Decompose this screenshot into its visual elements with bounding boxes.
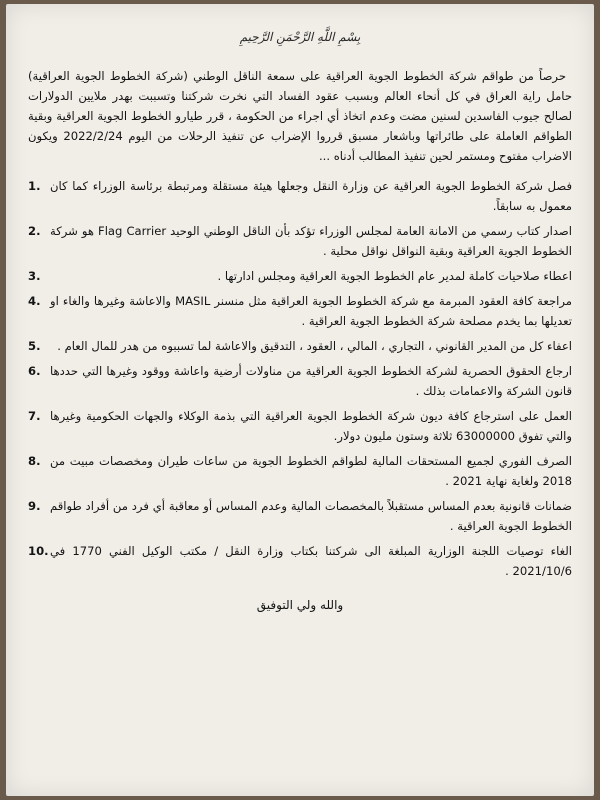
demand-item	[28, 336, 572, 356]
item-number: 10.	[28, 544, 49, 558]
item-number: 3.	[28, 269, 41, 283]
item-text: الغاء توصيات اللجنة الوزارية المبلغة الى شركتنا بكتاب وزارة النقل / مكتب الوكيل الفني 1770 في 2021/10/6 .	[50, 544, 572, 578]
item-text: ارجاع الحقوق الحصرية لشركة الخطوط الجوية العراقية من مناولات أرضية واعاشة ووقود وغيرها التي حددها قانون الشركة والاعمامات بذلك .	[50, 364, 572, 398]
closing-line: والله ولي التوفيق	[256, 598, 344, 612]
demands-list	[28, 176, 572, 581]
item-number: 2.	[28, 224, 41, 238]
item-text: اصدار كتاب رسمي من الامانة العامة لمجلس الوزراء تؤكد بأن الناقل الوطني الوحيد Flag Carrier هو شركة الخطوط الجوية العراقية وبقية النواقل نواقل محلية .	[50, 224, 572, 258]
basmala-header: بِسْمِ اللَّهِ الرَّحْمَنِ الرَّحِيمِ	[239, 30, 361, 44]
document-body	[28, 66, 572, 615]
demand-item	[28, 266, 572, 286]
demand-item	[28, 361, 572, 401]
item-text: مراجعة كافة العقود المبرمة مع شركة الخطوط الجوية العراقية مثل منسنر MASIL والاعاشة وغيرها والغاء او تعديلها بما يخدم مصلحة شركة الخطوط الجوية العراقية .	[50, 294, 572, 328]
demand-item	[28, 451, 572, 491]
item-number: 1.	[28, 179, 41, 193]
item-text: اعطاء صلاحيات كاملة لمدير عام الخطوط الجوية العراقية ومجلس ادارتها .	[217, 269, 572, 283]
item-text: الصرف الفوري لجميع المستحقات المالية لطواقم الخطوط الجوية من ساعات طيران ومخصصات مبيت من 2018 ولغاية نهاية 2021 .	[50, 454, 572, 488]
demand-item	[28, 496, 572, 536]
demand-item	[28, 406, 572, 446]
document-page	[6, 4, 594, 796]
item-text: ضمانات قانونية بعدم المساس مستقبلاً بالمخصصات المالية وعدم المساس أو معاقبة أي فرد من أفراد طواقم الخطوط الجوية العراقية .	[50, 499, 572, 533]
item-text: فصل شركة الخطوط الجوية العراقية عن وزارة النقل وجعلها هيئة مستقلة ومرتبطة برئاسة الوزراء كما كان معمول به سابقاً.	[50, 179, 572, 213]
demand-item	[28, 291, 572, 331]
demand-item	[28, 541, 572, 581]
item-number: 8.	[28, 454, 41, 468]
item-number: 7.	[28, 409, 41, 423]
intro-paragraph: حرصاً من طواقم شركة الخطوط الجوية العراقية على سمعة الناقل الوطني (شركة الخطوط الجوية العراقية) حامل راية العراق في كل أنحاء العالم وبسبب عقود الفساد التي نخرت شركتنا وتسببت بهدر ملايين الدولارات لصالح جيوب الفاسدين لسنين مضت وعدم اتخاذ أي اجراء من الحكومة ، قرر طيارو الخطوط الجوية العراقية وبقية الطواقم العاملة على طائراتها وباشعار مسبق قرروا الإضراب عن تنفيذ الرحلات من اليوم 2022/2/24 ويكون الاضراب مفتوح ومستمر لحين تنفيذ المطالب أدناه ...	[28, 69, 572, 163]
item-text: اعفاء كل من المدير القانوني ، التجاري ، المالي ، العقود ، التدقيق والاعاشة لما تسببوه من هدر للمال العام .	[57, 339, 572, 353]
demand-item	[28, 176, 572, 216]
demand-item	[28, 221, 572, 261]
item-number: 5.	[28, 339, 41, 353]
item-text: العمل على استرجاع كافة ديون شركة الخطوط الجوية العراقية التي بذمة الوكلاء والجهات الحكومية وغيرها والتي تفوق 63000000 ثلاثة وستون مليون دولار.	[50, 409, 572, 443]
item-number: 6.	[28, 364, 41, 378]
item-number: 4.	[28, 294, 41, 308]
item-number: 9.	[28, 499, 41, 513]
